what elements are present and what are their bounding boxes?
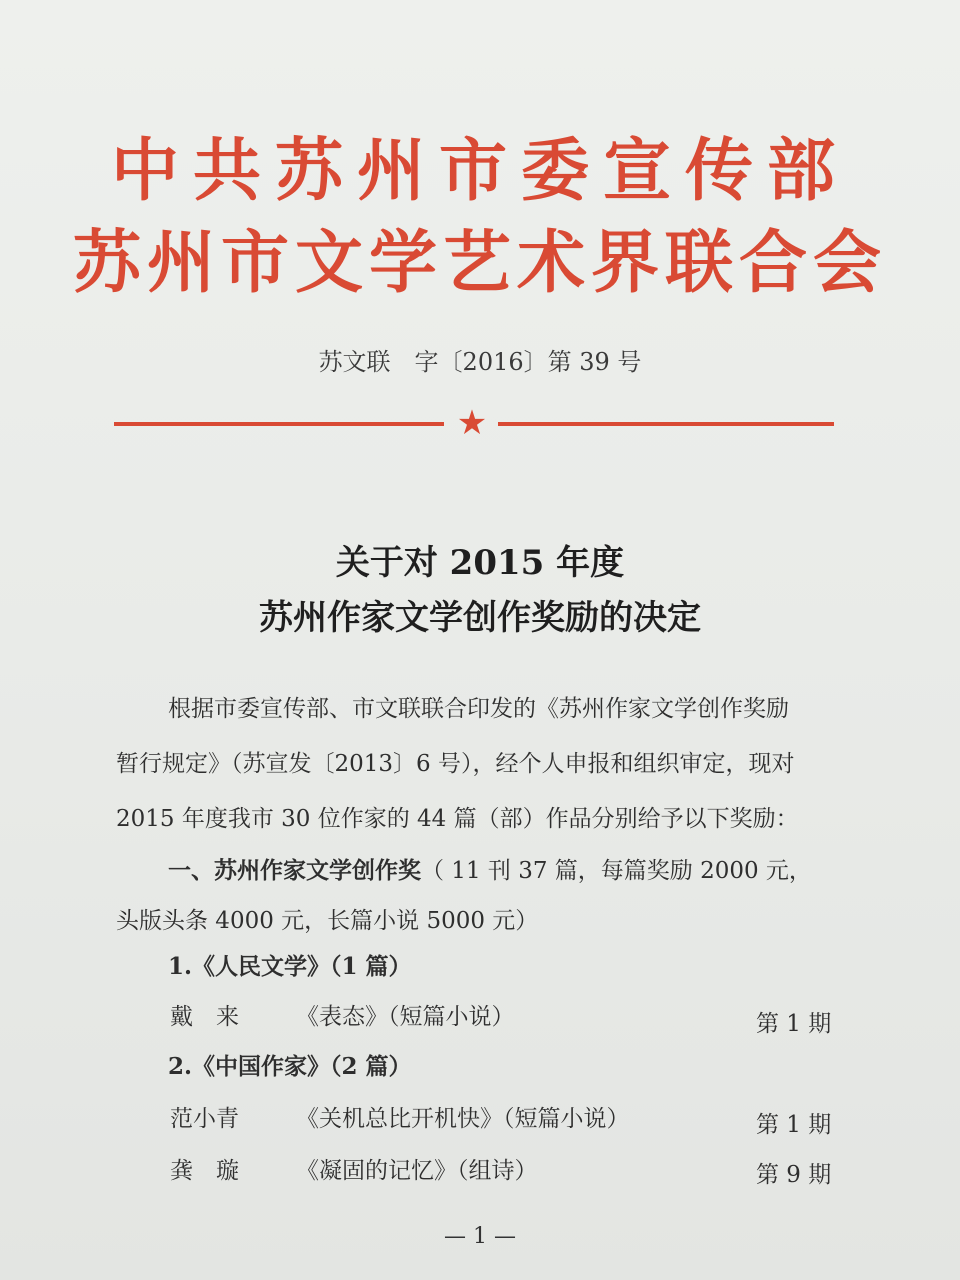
document-title-line-1: 关于对 2015 年度 bbox=[335, 543, 625, 583]
group-heading: 1.《人民文学》（1 篇） bbox=[168, 953, 412, 980]
section-1-detail: （ 11 刊 37 篇，每篇奖励 2000 元， bbox=[421, 858, 812, 884]
section-1-line-2: 头版头条 4000 元，长篇小说 5000 元） bbox=[116, 908, 539, 934]
entry-issue: 第 1 期 bbox=[756, 1011, 832, 1037]
document-title-line-2: 苏州作家文学创作奖励的决定 bbox=[259, 598, 701, 638]
group-heading: 2.《中国作家》（2 篇） bbox=[168, 1053, 412, 1080]
star-icon: ★ bbox=[456, 403, 488, 443]
paragraph-line-2: 暂行规定》（苏宣发〔2013〕6 号），经个人申报和组织审定，现对 bbox=[116, 751, 795, 777]
paragraph-line-3: 2015 年度我市 30 位作家的 44 篇（部）作品分别给予以下奖励： bbox=[116, 806, 799, 832]
paragraph-line-1: 根据市委宣传部、市文联联合印发的《苏州作家文学创作奖励 bbox=[168, 696, 789, 722]
issuer-line-2: 苏州市文学艺术界联合会 bbox=[72, 224, 887, 303]
document-number: 苏文联 字〔2016〕第 39 号 bbox=[318, 348, 642, 376]
red-rule-left bbox=[114, 422, 444, 426]
issuer-line-1: 中共苏州市委宣传部 bbox=[110, 132, 849, 211]
entry-work: 《表态》（短篇小说） bbox=[296, 1004, 515, 1030]
page-number: — 1 — bbox=[444, 1224, 516, 1249]
entry-author: 龚 璇 bbox=[170, 1158, 239, 1184]
section-1-heading: 一、苏州作家文学创作奖 bbox=[168, 857, 421, 884]
entry-work: 《凝固的记忆》（组诗） bbox=[296, 1158, 538, 1184]
section-1-line bbox=[168, 852, 812, 885]
entry-issue: 第 1 期 bbox=[756, 1112, 832, 1138]
entry-author: 范小青 bbox=[170, 1106, 239, 1132]
entry-author: 戴 来 bbox=[170, 1004, 239, 1030]
entry-work: 《关机总比开机快》（短篇小说） bbox=[296, 1106, 630, 1132]
red-rule-right bbox=[498, 422, 834, 426]
entry-issue: 第 9 期 bbox=[756, 1162, 832, 1188]
